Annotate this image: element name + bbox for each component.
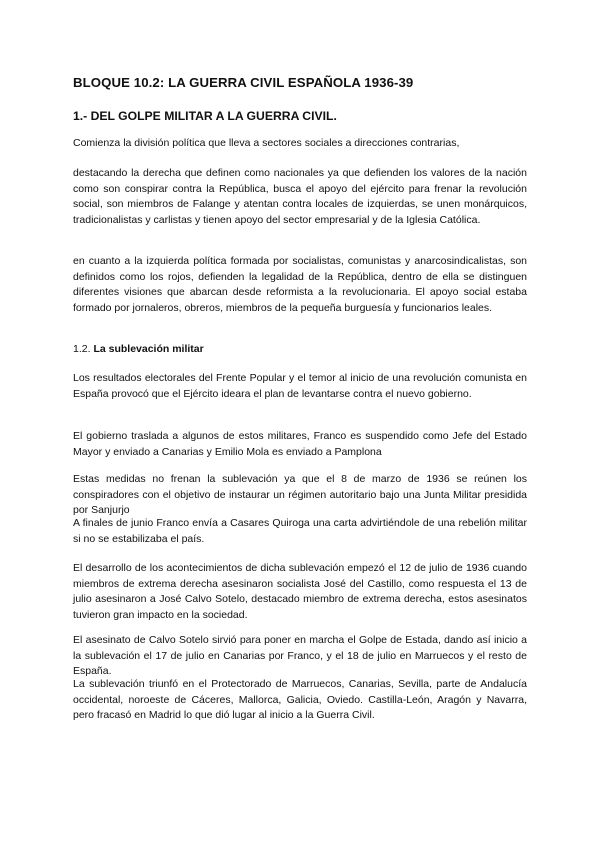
subsection-heading (73, 342, 527, 358)
intro-paragraph: en cuanto a la izquierda política formada por socialistas, comunistas y anarcosindicalistas, son definidos como los rojos, defienden la legalidad de la República, dentro de ella se distinguen diferentes visiones que abarcan desde reformista a la revolucionaria. El apoyo social estaba formado por jornaleros, obreros, miembros de la pequeña burguesía y funcionarios leales. (73, 255, 527, 314)
body-paragraph: El gobierno traslada a algunos de estos militares, Franco es suspendido como Jefe del Estado Mayor y enviado a Canarias y Emilio Mola es enviado a Pamplona (73, 430, 527, 458)
body-paragraph: Los resultados electorales del Frente Popular y el temor al inicio de una revolución comunista en España provocó que el Ejército ideara el plan de levantarse contra el nuevo gobierno. (73, 372, 527, 400)
body-paragraph: Estas medidas no frenan la sublevación ya que el 8 de marzo de 1936 se reúnen los conspiradores con el objetivo de instaurar un régimen autoritario bajo una Junta Militar presidida por Sanjurjo (73, 473, 527, 516)
intro-paragraph: destacando la derecha que definen como nacionales ya que defienden los valores de la nación como son conspirar contra la República, busca el apoyo del ejército para frenar la revolución social, son miembros de Falange y atentan contra locales de izquierdas, se unen monárquicos, tradicionalistas y carlistas y tienen apoyo del sector empresarial y de la Iglesia Católica. (73, 167, 527, 226)
body-paragraph: El asesinato de Calvo Sotelo sirvió para poner en marcha el Golpe de Estada, dando así inicio a la sublevación el 17 de julio en Canarias por Franco, y el 18 de julio en Marruecos y el resto de España. (73, 634, 527, 677)
subsection-number: 1.2. (73, 343, 91, 355)
subsection-label: La sublevación militar (93, 343, 204, 355)
body-paragraph: El desarrollo de los acontecimientos de dicha sublevación empezó el 12 de julio de 1936 cuando miembros de extrema derecha asesinaron socialista José del Castillo, como respuesta el 13 de julio asesinaron a José Calvo Sotelo, destacado miembro de extrema derecha, estos asesinatos tuvieron gran impacto en la sociedad. (73, 562, 527, 621)
document-title: BLOQUE 10.2: LA GUERRA CIVIL ESPAÑOLA 1936-39 (73, 75, 414, 90)
body-paragraph: A finales de junio Franco envía a Casares Quiroga una carta advirtiéndole de una rebelión militar si no se estabilizaba el país. (73, 517, 527, 545)
section-heading: 1.- DEL GOLPE MILITAR A LA GUERRA CIVIL. (73, 109, 337, 123)
intro-paragraph: Comienza la división política que lleva a sectores sociales a direcciones contrarias, (73, 137, 460, 149)
body-paragraph: La sublevación triunfó en el Protectorado de Marruecos, Canarias, Sevilla, parte de Andalucía occidental, noroeste de Cáceres, Mallorca, Galicia, Oviedo. Castilla-León, Aragón y Navarra, pero fracasó en Madrid lo que dió lugar al inicio a la Guerra Civil. (73, 678, 527, 721)
